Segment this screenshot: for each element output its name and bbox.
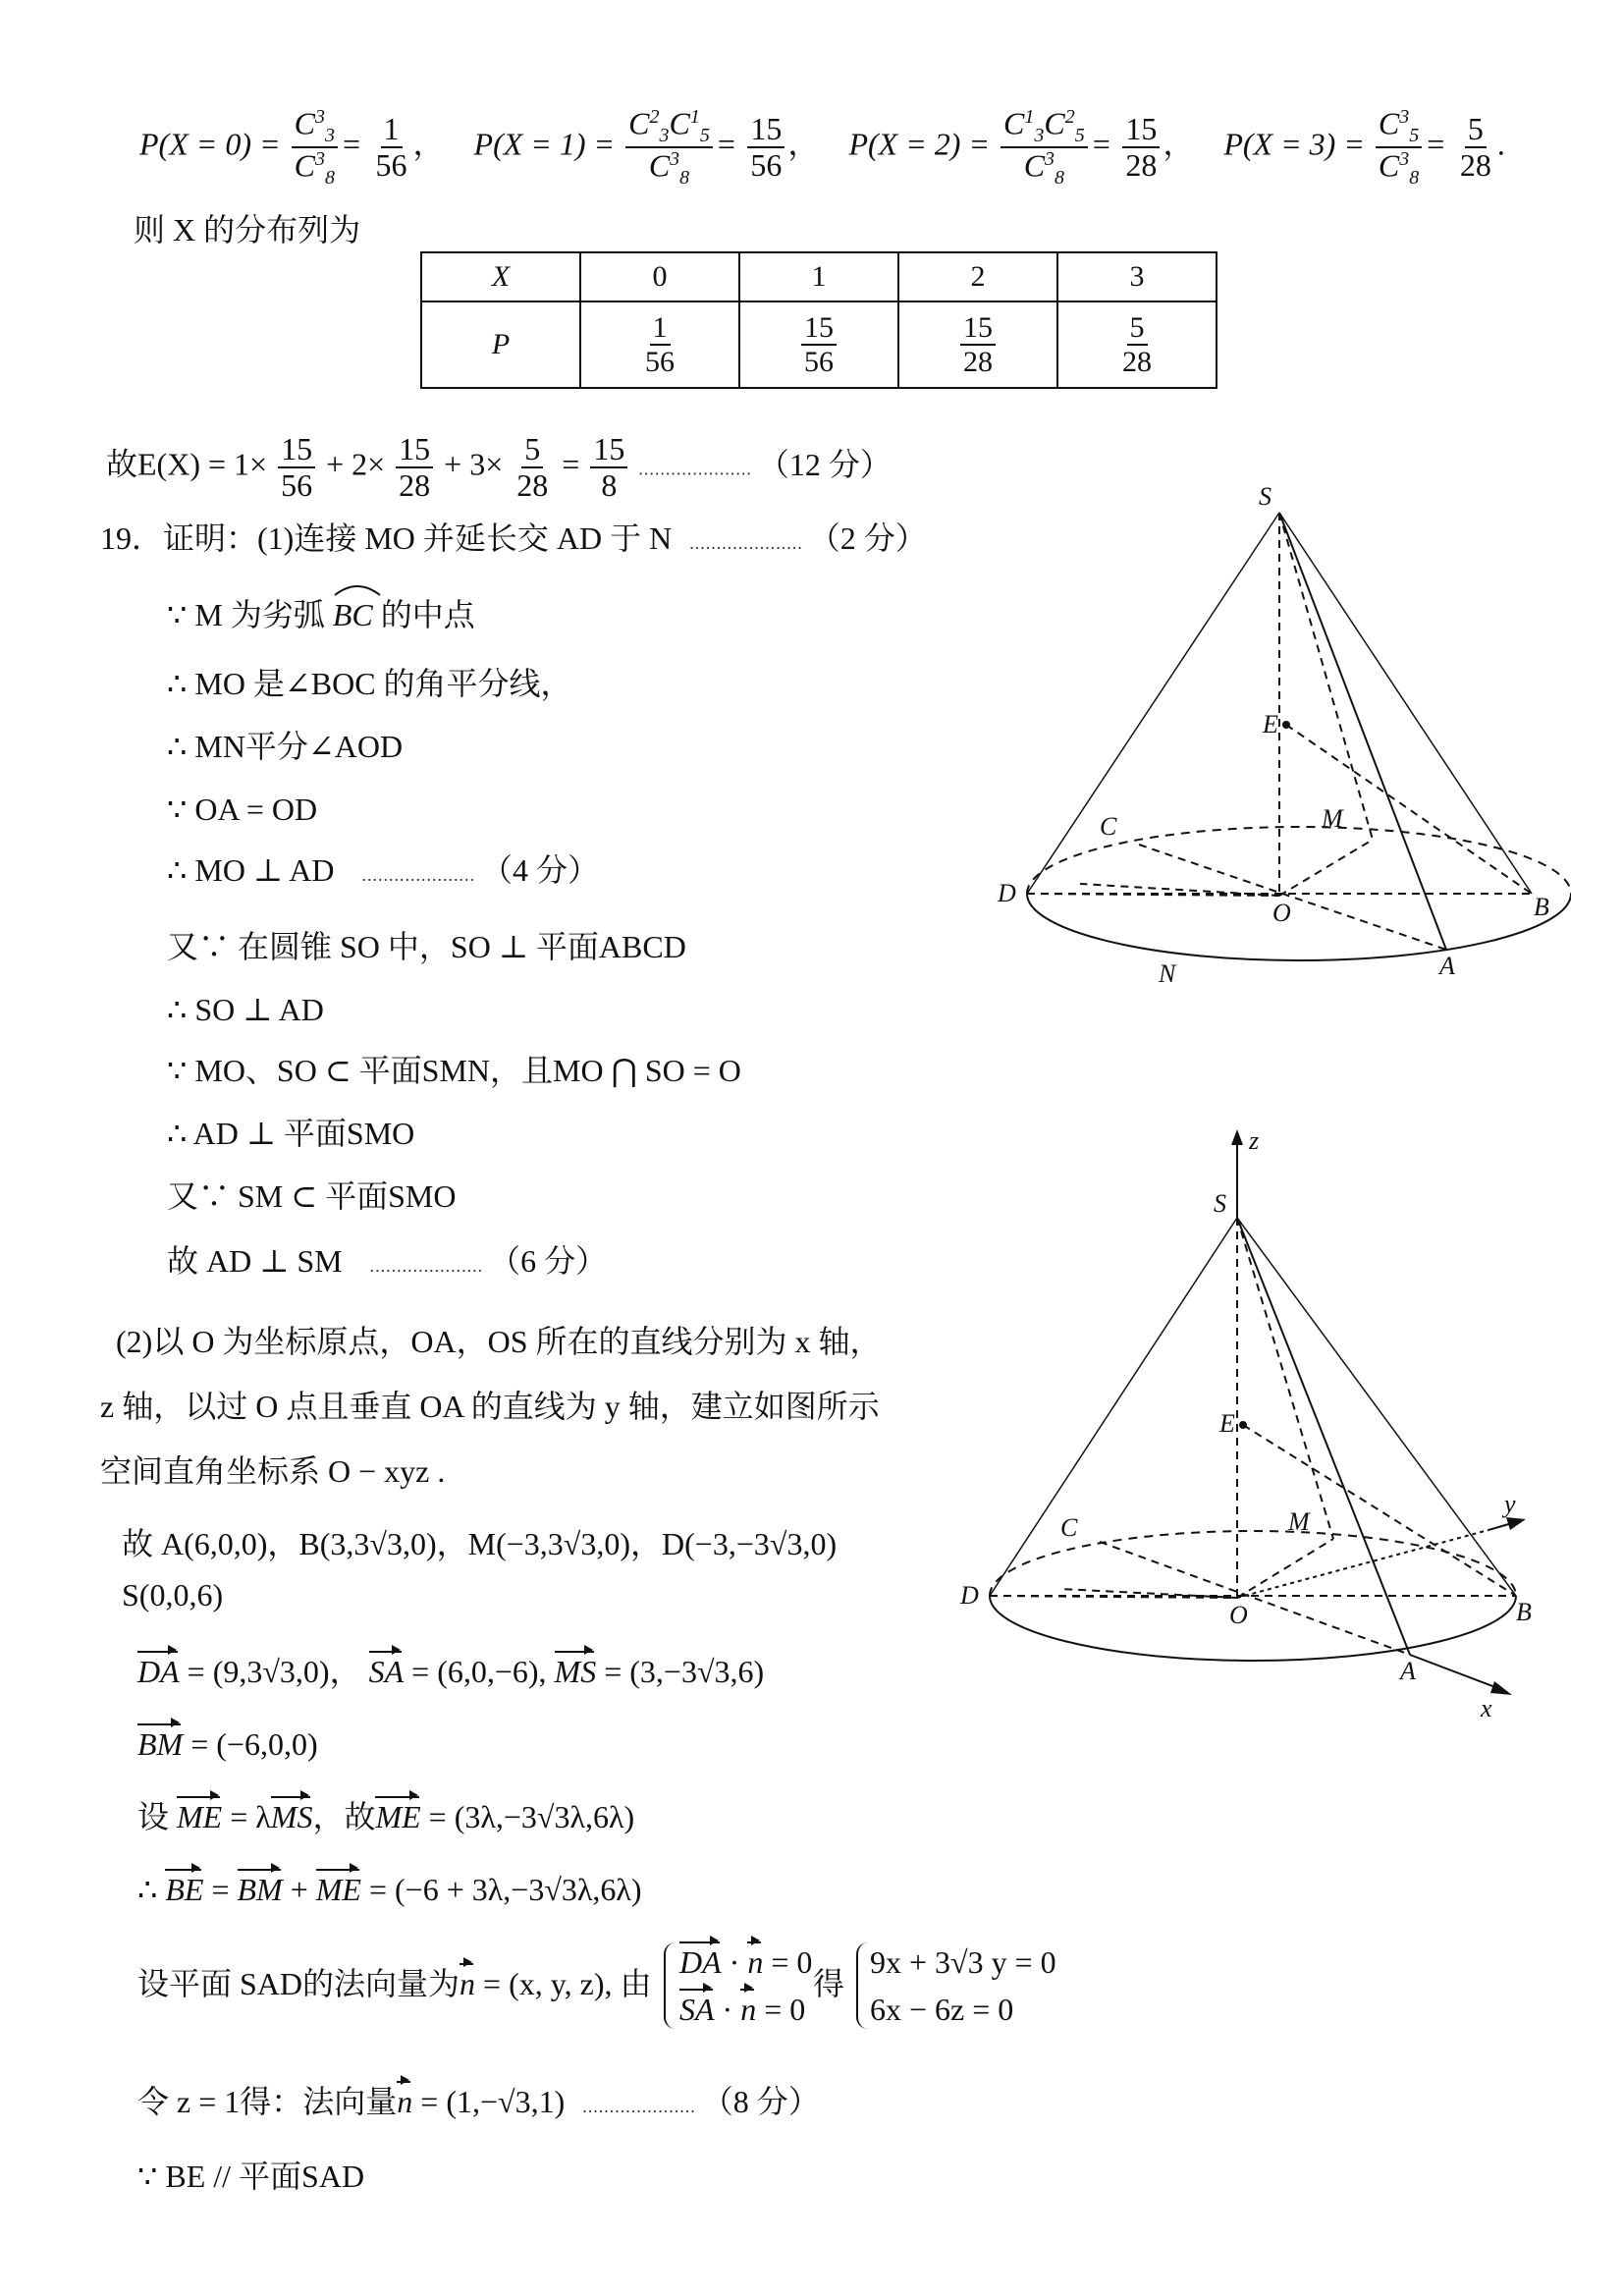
q19-line-10: ∴ AD ⊥ 平面SMO (167, 1116, 415, 1151)
fig1-label-a: A (1439, 952, 1455, 980)
q19-line-3: ∴ MO 是∠BOC 的角平分线， (167, 666, 572, 701)
p1-value: $\frac{15}{56}$ (747, 112, 784, 183)
be-line: ∴ BE = BM + ME = (−6 + 3λ,−3√3λ,6λ) (137, 1872, 642, 1907)
coords-line-1: 故 A(6,0,0)，B(3,3√3,0)，M(−3,3√3,0)，D(−3,−3√3,0) (122, 1526, 838, 1561)
let-z-line: 令 z = 1得：法向量n = (1,−√3,1) ..................... （8 分） (137, 2084, 820, 2119)
part2-line-3: 空间直角坐标系 O − xyz . (100, 1453, 446, 1489)
vectors-line-1: DA = (9,3√3,0)， SA = (6,0,−6), MS = (3,−3√3,6) (137, 1654, 765, 1689)
fig1-label-s: S (1259, 482, 1271, 511)
coords-line-2: S(0,0,6) (122, 1577, 224, 1613)
fig2-label-e: E (1219, 1409, 1235, 1438)
p3-comb-fraction: $\frac{C^3_5}{C^3_8}$ (1376, 106, 1422, 189)
table-p-1: $\frac{15}{56}$ (739, 301, 898, 388)
table-head-3: 3 (1057, 252, 1217, 301)
q19-line-12: 故 AD ⊥ SM ..................... （6 分） (167, 1243, 608, 1279)
dist-intro: 则 X 的分布列为 (134, 212, 361, 247)
vectors-line-2: BM = (−6,0,0) (137, 1726, 318, 1762)
p0-value: $\frac{1}{56}$ (375, 110, 407, 184)
last-line: ∵ BE // 平面SAD (137, 2159, 365, 2194)
fig2-label-s: S (1214, 1189, 1226, 1218)
table-head-x: X (421, 252, 580, 301)
distribution-table (420, 251, 1217, 389)
table-p-2: $\frac{15}{28}$ (898, 301, 1057, 388)
system-2: 9x + 3√3 y = 0 6x − 6z = 0 (856, 1942, 1056, 2029)
fig2-label-y: y (1504, 1490, 1516, 1518)
fig1-label-e: E (1263, 710, 1278, 738)
q19-line-8: ∴ SO ⊥ AD (167, 992, 324, 1027)
q19-line-11: 又∵ SM ⊂ 平面SMO (167, 1178, 457, 1214)
table-head-1: 1 (739, 252, 898, 301)
table-p-label: P (421, 301, 580, 388)
fig2-label-o: O (1229, 1601, 1248, 1629)
q19-line-6: ∴ MO ⊥ AD ..................... （4 分） (167, 852, 599, 888)
cone-figure-1 (982, 471, 1571, 1002)
p0-comb-fraction: $\frac{C^3_3}{C^3_8}$ (292, 106, 338, 189)
normal-vector-line: 设平面 SAD的法向量为n = (x, y, z), 由 (137, 1966, 652, 2001)
fig1-label-b: B (1534, 893, 1549, 921)
p1-comb-fraction: $\frac{C^2_3C^1_5}{C^3_8}$ (625, 106, 713, 189)
set-me-line: 设 ME = λMS，故ME = (3λ,−3√3λ,6λ) (137, 1799, 635, 1834)
system-1: DA · n = 0 SA · n = 0 (664, 1942, 812, 2029)
fig1-label-c: C (1100, 812, 1117, 841)
table-head-2: 2 (898, 252, 1057, 301)
p2-comb-fraction: $\frac{C^1_3C^2_5}{C^3_8}$ (1001, 106, 1088, 189)
p2-value: $\frac{15}{28}$ (1122, 112, 1160, 183)
part2-line-2: z 轴，以过 O 点且垂直 OA 的直线为 y 轴，建立如图所示 (100, 1389, 880, 1424)
table-head-0: 0 (580, 252, 739, 301)
q19-line-7: 又∵ 在圆锥 SO 中，SO ⊥ 平面ABCD (167, 929, 686, 964)
table-p-3: $\frac{5}{28}$ (1057, 301, 1217, 388)
q19-line-4: ∴ MN平分∠AOD (167, 729, 404, 764)
fig2-label-d: D (960, 1581, 979, 1610)
expectation-line: 故E(X) = 1× $\frac{15}{56}$ + 2× $\frac{15}{28}$ + 3× $\frac{5}{28}$ = $\frac{15}{8}$ ..................... （12 分） (106, 431, 892, 504)
q19-line-2: ∵ M 为劣弧 BC 的中点 (167, 595, 475, 634)
cone-figure-2 (943, 1120, 1571, 1738)
fig1-label-d: D (998, 879, 1016, 907)
fig1-label-n: N (1159, 959, 1176, 988)
fig2-label-b: B (1516, 1598, 1532, 1626)
fig2-label-x: x (1481, 1694, 1492, 1722)
fig2-label-z: z (1249, 1126, 1260, 1155)
fig2-label-a: A (1400, 1657, 1416, 1685)
fig1-label-m: M (1322, 804, 1343, 833)
p0-lhs: P(X = 0) = (139, 126, 281, 162)
arc-icon (333, 581, 382, 597)
prob-line: P(X = 0) = $\frac{C^3_3}{C^3_8}$ = $\frac{1}{56}$ ， P(X = 1) = $\frac{C^2_3C^1_5}{C^3_8}$ = $\frac{15}{56}$ ， P(X = 2) = $\frac{C^1_3C^2_5}{C^3_8}$ = $\frac{15}{28}$ ， P(X = 3) = $\frac{C^3_5}{C^3_8}$ = $\frac{5}{28}$ . (139, 105, 1505, 190)
p1-lhs: P(X = 1) = (473, 126, 616, 162)
q19-line-5: ∵ OA = OD (167, 792, 318, 827)
fig2-label-c: C (1060, 1513, 1078, 1542)
p3-value: $\frac{5}{28}$ (1459, 110, 1491, 184)
fig2-label-m: M (1288, 1507, 1310, 1536)
q19-line-1: 19．证明：(1)连接 MO 并延长交 AD 于 N ..................... （2 分） (100, 520, 927, 556)
p3-lhs: P(X = 3) = (1223, 126, 1365, 162)
de-label: 得 (813, 1966, 845, 2001)
table-p-0: $\frac{1}{56}$ (580, 301, 739, 388)
p2-lhs: P(X = 2) = (848, 126, 991, 162)
q19-line-9: ∵ MO、SO ⊂ 平面SMN，且MO ⋂ SO = O (167, 1053, 741, 1088)
fig1-label-o: O (1272, 899, 1291, 927)
part2-line-1: (2)以 O 为坐标原点，OA，OS 所在的直线分别为 x 轴， (116, 1324, 882, 1359)
